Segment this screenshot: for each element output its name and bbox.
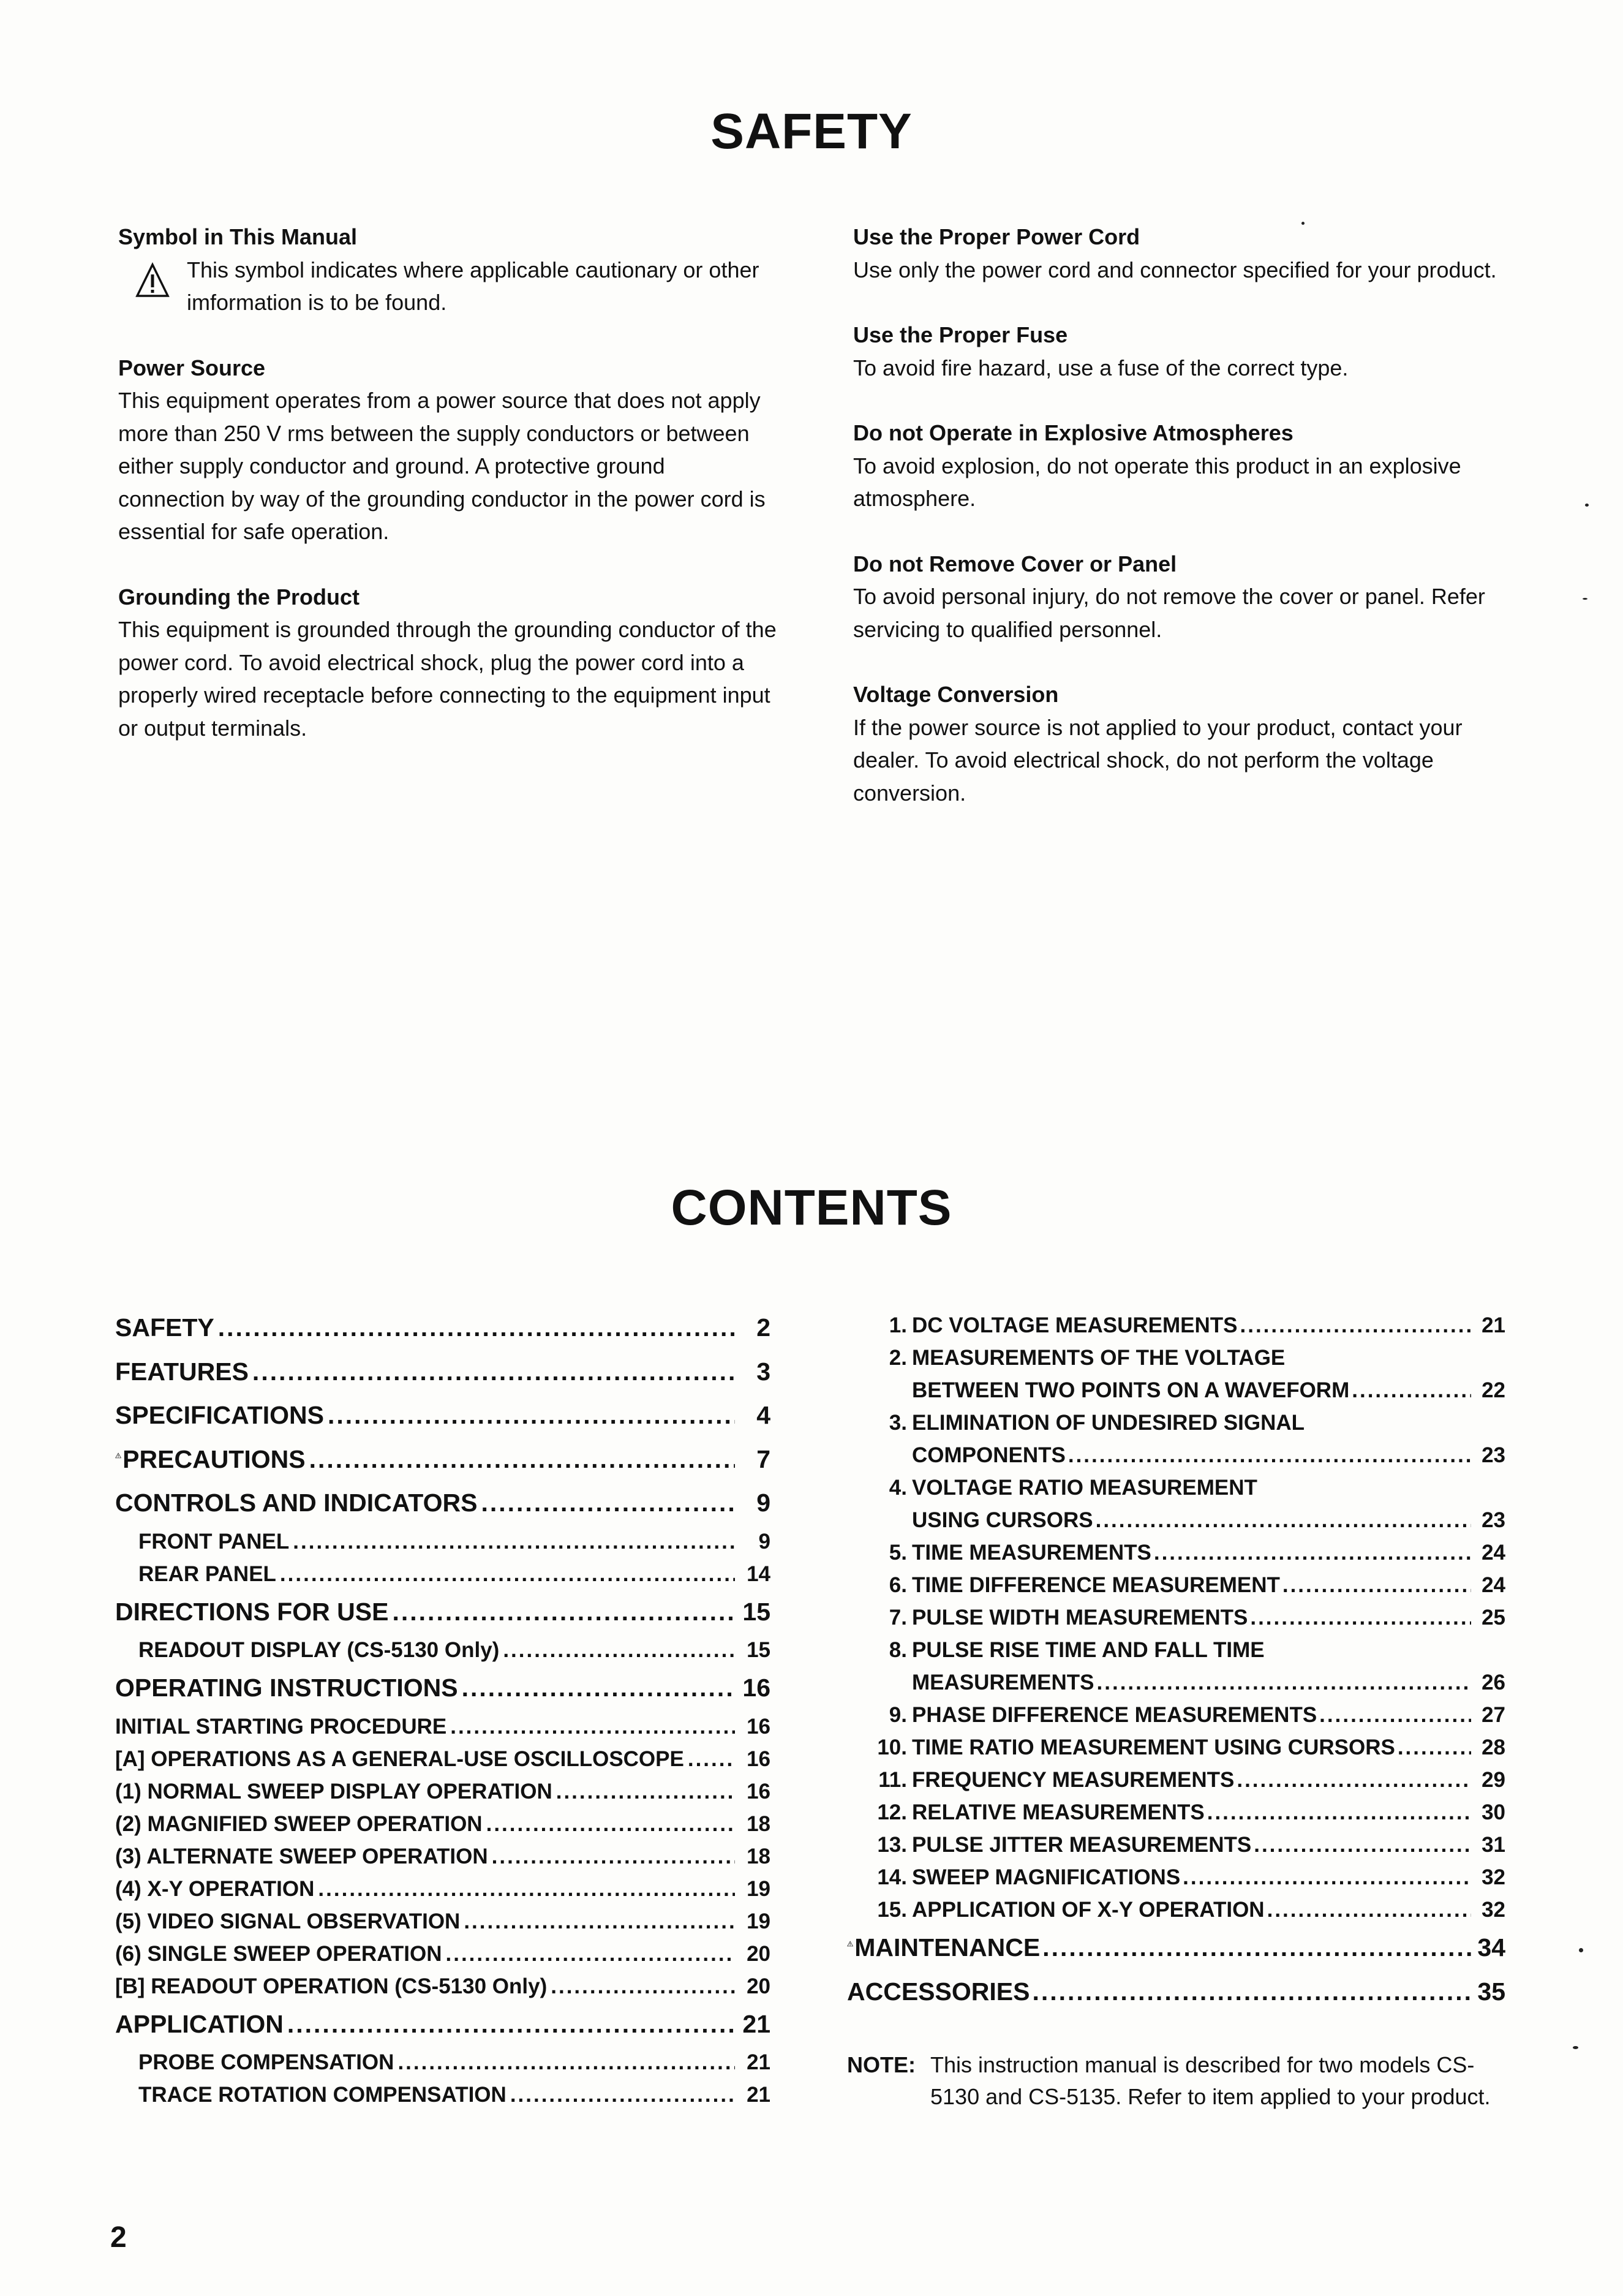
toc-page: 21 [747, 2050, 770, 2074]
toc-label: USING CURSORS [912, 1508, 1093, 1532]
toc-label: SPECIFICATIONS [115, 1401, 324, 1429]
safety-left-column [118, 221, 777, 777]
fuse-section [853, 319, 1521, 384]
note-label: NOTE: [847, 2052, 916, 2077]
grounding-section [118, 581, 777, 745]
toc-entry[interactable] [115, 1743, 770, 1775]
toc-entry[interactable] [847, 1439, 1505, 1471]
toc-label: TIME RATIO MEASUREMENT USING CURSORS [912, 1735, 1395, 1759]
toc-page: 23 [1482, 1443, 1505, 1467]
toc-label: MEASUREMENTS OF THE VOLTAGE [912, 1346, 1286, 1370]
toc-entry[interactable] [847, 1407, 1505, 1439]
note-text: This instruction manual is described for two models CS-5130 and CS-5135. Refer to item applied to your product. [930, 2052, 1491, 2109]
toc-entry[interactable] [115, 2046, 770, 2079]
power-source-text: This equipment operates from a power source that does not apply more than 250 V rms between the supply conductors or between either supply conductor and ground. A protective ground connection by way of the grounding conductor in the power cord is essential for safe operation. [118, 388, 766, 544]
symbol-heading: Symbol in This Manual [118, 224, 358, 249]
scan-speck [1301, 222, 1305, 225]
toc-label: CONTROLS AND INDICATORS [115, 1489, 478, 1517]
toc-label: FREQUENCY MEASUREMENTS [912, 1768, 1235, 1792]
toc-entry[interactable] [115, 1438, 770, 1482]
toc-page: 16 [747, 1747, 770, 1771]
toc-page: 24 [1482, 1541, 1505, 1565]
toc-page: 15 [742, 1597, 770, 1626]
power-source-heading: Power Source [118, 355, 266, 380]
scan-speck [1583, 598, 1587, 600]
toc-page: 9 [758, 1529, 770, 1554]
toc-entry[interactable] [847, 1764, 1505, 1796]
toc-label: ACCESSORIES [847, 1977, 1030, 2006]
voltage-heading: Voltage Conversion [853, 682, 1059, 707]
toc-label: [B] READOUT OPERATION (CS-5130 Only) [115, 1974, 548, 1998]
toc-entry[interactable] [847, 1634, 1505, 1666]
toc-entry[interactable] [115, 2079, 770, 2111]
toc-page: 29 [1482, 1768, 1505, 1792]
toc-entry[interactable] [115, 1666, 770, 1710]
toc-number: 3. [889, 1411, 907, 1435]
toc-number: 5. [889, 1541, 907, 1565]
toc-entry[interactable] [847, 1861, 1505, 1894]
note-block [847, 2049, 1508, 2113]
toc-entry[interactable] [115, 1873, 770, 1905]
symbol-section [118, 221, 777, 319]
toc-page: 19 [747, 1909, 770, 1933]
toc-label: PROBE COMPENSATION [138, 2050, 394, 2074]
toc-number: 12. [877, 1800, 907, 1824]
voltage-section [853, 678, 1521, 809]
toc-page: 30 [1482, 1800, 1505, 1824]
toc-page: 2 [756, 1313, 770, 1342]
toc-page: 15 [747, 1638, 770, 1662]
fuse-text: To avoid fire hazard, use a fuse of the correct type. [853, 355, 1349, 380]
toc-label: APPLICATION [115, 2009, 284, 2038]
toc-label: MAINTENANCE [854, 1933, 1041, 1962]
toc-entry[interactable] [847, 1536, 1505, 1569]
toc-page: 32 [1482, 1865, 1505, 1889]
toc-entry[interactable] [115, 1558, 770, 1590]
toc-label: DC VOLTAGE MEASUREMENTS [912, 1313, 1238, 1337]
toc-page: 9 [756, 1489, 770, 1517]
toc-number: 1. [889, 1313, 907, 1337]
toc-page: 27 [1482, 1703, 1505, 1727]
toc-page: 16 [747, 1779, 770, 1803]
toc-entry[interactable] [115, 1808, 770, 1840]
toc-page: 24 [1482, 1573, 1505, 1597]
toc-entry[interactable] [115, 1775, 770, 1808]
scan-speck [1585, 504, 1589, 507]
toc-label: (6) SINGLE SWEEP OPERATION [115, 1941, 442, 1966]
power-cord-heading: Use the Proper Power Cord [853, 224, 1140, 249]
safety-title: SAFETY [710, 104, 913, 159]
toc-page: 23 [1482, 1508, 1505, 1532]
toc-page: 21 [1482, 1313, 1505, 1337]
toc-page: 34 [1477, 1933, 1505, 1962]
toc-entry[interactable] [847, 1796, 1505, 1829]
toc-page: 21 [747, 2083, 770, 2107]
toc-entry[interactable] [115, 1710, 770, 1743]
toc-label: VOLTAGE RATIO MEASUREMENT [912, 1476, 1257, 1500]
toc-number: 4. [889, 1476, 907, 1500]
toc-entry[interactable] [847, 1309, 1505, 1342]
toc-page: 14 [747, 1562, 770, 1586]
toc-label: RELATIVE MEASUREMENTS [912, 1800, 1205, 1824]
toc-page: 19 [747, 1876, 770, 1901]
toc-entry[interactable] [115, 1840, 770, 1873]
fuse-heading: Use the Proper Fuse [853, 322, 1068, 347]
warning-triangle-icon [115, 1443, 121, 1468]
toc-label: COMPONENTS [912, 1443, 1066, 1467]
toc-number: 6. [889, 1573, 907, 1597]
toc-entry[interactable] [847, 1374, 1505, 1407]
toc-label: ELIMINATION OF UNDESIRED SIGNAL [912, 1411, 1305, 1435]
toc-entry[interactable] [115, 1306, 770, 1350]
toc-entry[interactable] [847, 1666, 1505, 1699]
toc-number: 2. [889, 1346, 907, 1370]
toc-number: 9. [889, 1703, 907, 1727]
cover-heading: Do not Remove Cover or Panel [853, 551, 1177, 576]
toc-entry[interactable] [115, 1525, 770, 1558]
toc-number: 8. [889, 1638, 907, 1662]
toc-number: 11. [878, 1768, 907, 1792]
toc-label: PRECAUTIONS [122, 1444, 306, 1473]
toc-entry[interactable] [115, 1350, 770, 1394]
cover-text: To avoid personal injury, do not remove the cover or panel. Refer servicing to qualified personnel. [853, 584, 1485, 642]
toc-page: 7 [756, 1444, 770, 1473]
toc-entry[interactable] [847, 1731, 1505, 1764]
toc-page: 3 [756, 1357, 770, 1386]
toc-number: 7. [889, 1606, 907, 1629]
toc-label: READOUT DISPLAY (CS-5130 Only) [138, 1638, 500, 1662]
page-number: 2 [110, 2221, 127, 2254]
toc-page: 4 [756, 1401, 770, 1429]
toc-entry[interactable] [847, 1926, 1505, 1970]
toc-entry[interactable] [847, 1471, 1505, 1504]
power-cord-text: Use only the power cord and connector specified for your product. [853, 257, 1497, 282]
scan-speck [1573, 2046, 1578, 2049]
scan-speck [1579, 1948, 1583, 1952]
toc-label: PULSE JITTER MEASUREMENTS [912, 1833, 1252, 1857]
toc-page: 35 [1477, 1977, 1505, 2006]
toc-label: SAFETY [115, 1313, 214, 1342]
toc-label: INITIAL STARTING PROCEDURE [115, 1714, 447, 1739]
toc-entry[interactable] [847, 1342, 1505, 1374]
safety-right-column [853, 221, 1521, 842]
toc-entry[interactable] [847, 1601, 1505, 1634]
toc-entry[interactable] [115, 1970, 770, 2003]
toc-label: BETWEEN TWO POINTS ON A WAVEFORM [912, 1378, 1350, 1402]
contents-left-column [115, 1306, 770, 2111]
toc-label: (1) NORMAL SWEEP DISPLAY OPERATION [115, 1779, 552, 1803]
toc-label: FRONT PANEL [138, 1529, 290, 1554]
toc-label: TIME DIFFERENCE MEASUREMENT [912, 1573, 1280, 1597]
toc-number: 14. [877, 1865, 907, 1889]
toc-label: (3) ALTERNATE SWEEP OPERATION [115, 1844, 488, 1868]
toc-entry[interactable] [115, 1481, 770, 1525]
toc-label: MEASUREMENTS [912, 1671, 1094, 1694]
toc-page: 22 [1482, 1378, 1505, 1402]
toc-page: 26 [1482, 1671, 1505, 1694]
toc-page: 16 [747, 1714, 770, 1739]
toc-entry[interactable] [847, 1829, 1505, 1861]
toc-entry[interactable] [847, 1699, 1505, 1731]
grounding-text: This equipment is grounded through the grounding conductor of the power cord. To avoid electrical shock, plug the power cord into a properly wired receptacle before connecting to the equipment input or output terminals. [118, 617, 777, 741]
toc-label: [A] OPERATIONS AS A GENERAL-USE OSCILLOSCOPE [115, 1747, 684, 1771]
toc-entry[interactable] [115, 1394, 770, 1438]
toc-label: PULSE WIDTH MEASUREMENTS [912, 1606, 1248, 1629]
toc-label: APPLICATION OF X-Y OPERATION [912, 1898, 1265, 1922]
warning-triangle-icon [847, 1932, 853, 1956]
toc-page: 25 [1482, 1606, 1505, 1629]
toc-entry[interactable] [847, 1504, 1505, 1536]
toc-entry[interactable] [115, 1938, 770, 1970]
explosive-text: To avoid explosion, do not operate this product in an explosive atmosphere. [853, 453, 1461, 511]
toc-page: 16 [742, 1674, 770, 1702]
toc-entry[interactable] [847, 1970, 1505, 2014]
toc-label: TRACE ROTATION COMPENSATION [138, 2083, 506, 2107]
toc-page: 20 [747, 1941, 770, 1966]
toc-label: OPERATING INSTRUCTIONS [115, 1674, 458, 1702]
toc-entry[interactable] [847, 1894, 1505, 1926]
toc-entry[interactable] [115, 1634, 770, 1666]
toc-label: (2) MAGNIFIED SWEEP OPERATION [115, 1811, 483, 1836]
toc-label: DIRECTIONS FOR USE [115, 1597, 389, 1626]
toc-label: SWEEP MAGNIFICATIONS [912, 1865, 1181, 1889]
explosive-heading: Do not Operate in Explosive Atmospheres [853, 420, 1294, 445]
explosive-section [853, 417, 1521, 515]
toc-page: 18 [747, 1844, 770, 1868]
toc-page: 18 [747, 1811, 770, 1836]
warning-triangle-icon [135, 262, 170, 299]
toc-entry[interactable] [115, 1590, 770, 1634]
power-source-section [118, 352, 777, 548]
symbol-row [118, 254, 777, 319]
toc-label: FEATURES [115, 1357, 249, 1386]
toc-label: PULSE RISE TIME AND FALL TIME [912, 1638, 1265, 1662]
toc-entry[interactable] [115, 2003, 770, 2047]
cover-section [853, 548, 1521, 646]
toc-page: 32 [1482, 1898, 1505, 1922]
toc-page: 21 [742, 2009, 770, 2038]
symbol-text: This symbol indicates where applicable cautionary or other imformation is to be found. [187, 257, 759, 315]
toc-page: 31 [1482, 1833, 1505, 1857]
toc-number: 13. [877, 1833, 907, 1857]
toc-label: TIME MEASUREMENTS [912, 1541, 1151, 1565]
grounding-heading: Grounding the Product [118, 584, 360, 610]
toc-label: REAR PANEL [138, 1562, 276, 1586]
toc-entry[interactable] [847, 1569, 1505, 1601]
toc-label: (4) X-Y OPERATION [115, 1876, 315, 1901]
toc-number: 10. [877, 1735, 907, 1759]
toc-page: 20 [747, 1974, 770, 1998]
power-cord-section [853, 221, 1521, 286]
contents-title: CONTENTS [671, 1180, 952, 1236]
toc-label: PHASE DIFFERENCE MEASUREMENTS [912, 1703, 1317, 1727]
toc-number: 15. [877, 1898, 907, 1922]
toc-entry[interactable] [115, 1905, 770, 1938]
toc-page: 28 [1482, 1735, 1505, 1759]
contents-right-column [847, 1309, 1505, 2014]
toc-label: (5) VIDEO SIGNAL OBSERVATION [115, 1909, 461, 1933]
voltage-text: If the power source is not applied to your product, contact your dealer. To avoid electrical shock, do not perform the voltage conversion. [853, 714, 1463, 806]
